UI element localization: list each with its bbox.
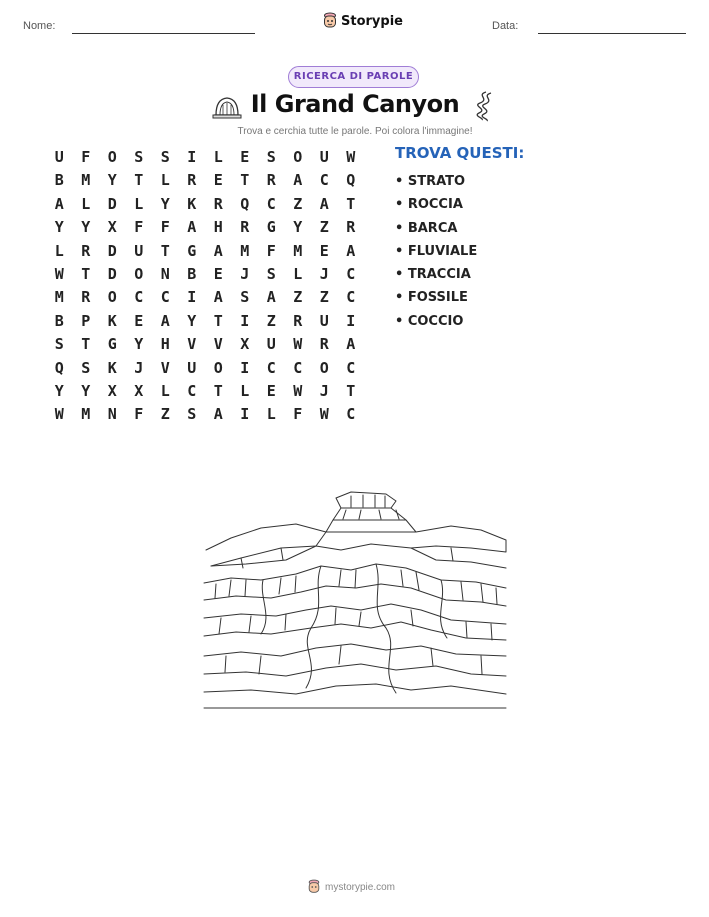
grid-letter[interactable]: F bbox=[134, 218, 144, 237]
grid-letter[interactable]: U bbox=[54, 148, 64, 166]
grid-letter[interactable]: X bbox=[240, 335, 250, 354]
grid-letter[interactable]: U bbox=[134, 241, 144, 260]
grid-letter[interactable]: K bbox=[187, 194, 197, 213]
grid-row bbox=[46, 216, 364, 239]
grid-letter[interactable]: O bbox=[293, 148, 303, 166]
grid-letter[interactable]: A bbox=[213, 405, 223, 424]
grid-letter[interactable]: A bbox=[266, 288, 276, 307]
word-list-item: • FLUVIALE bbox=[395, 243, 478, 259]
grid-letter[interactable]: Q bbox=[54, 358, 64, 377]
grid-letter[interactable]: U bbox=[266, 335, 276, 354]
grid-letter[interactable]: C bbox=[346, 358, 356, 377]
grid-letter[interactable]: C bbox=[346, 264, 356, 283]
grid-letter[interactable]: A bbox=[346, 241, 356, 260]
footer-url[interactable]: mystorypie.com bbox=[325, 881, 396, 893]
grid-letter[interactable]: G bbox=[187, 241, 197, 260]
grid-letter[interactable]: L bbox=[240, 381, 250, 400]
grid-letter[interactable]: Z bbox=[319, 288, 329, 307]
grid-letter[interactable]: Z bbox=[293, 288, 303, 307]
grid-row bbox=[46, 333, 364, 356]
grid-letter[interactable]: D bbox=[107, 241, 117, 260]
grid-letter[interactable]: L bbox=[293, 264, 303, 283]
date-label: Data: bbox=[492, 20, 519, 32]
grid-letter[interactable]: Q bbox=[346, 171, 356, 190]
grid-letter[interactable]: W bbox=[319, 405, 329, 424]
grid-letter[interactable]: A bbox=[54, 194, 64, 213]
activity-badge: RICERCA DI PAROLE bbox=[288, 66, 419, 88]
grid-letter[interactable]: M bbox=[240, 241, 250, 260]
brand-name: Storypie bbox=[341, 13, 403, 29]
grid-letter[interactable]: A bbox=[319, 194, 329, 213]
grid-letter[interactable]: C bbox=[187, 381, 197, 400]
grid-letter[interactable]: I bbox=[187, 288, 197, 307]
grid-letter[interactable]: T bbox=[346, 194, 356, 213]
grid-letter[interactable]: S bbox=[187, 405, 197, 424]
grid-letter[interactable]: S bbox=[240, 288, 250, 307]
grid-letter[interactable]: R bbox=[240, 218, 250, 237]
grid-row bbox=[46, 310, 364, 333]
grid-letter[interactable]: Z bbox=[319, 218, 329, 237]
word-list-item: • BARCA bbox=[395, 220, 458, 236]
grid-letter[interactable]: E bbox=[319, 241, 329, 260]
grid-letter[interactable]: L bbox=[81, 194, 91, 213]
grid-letter[interactable]: R bbox=[213, 194, 223, 213]
grid-letter[interactable]: Y bbox=[54, 381, 64, 400]
grid-letter[interactable]: R bbox=[81, 241, 91, 260]
grid-letter[interactable]: C bbox=[319, 171, 329, 190]
grid-letter[interactable]: T bbox=[213, 381, 223, 400]
word-list-item: • STRATO bbox=[395, 174, 466, 189]
grid-letter[interactable]: A bbox=[187, 218, 197, 237]
grid-row bbox=[46, 146, 364, 169]
grid-letter[interactable]: L bbox=[160, 381, 170, 400]
grid-letter[interactable]: T bbox=[160, 241, 170, 260]
find-list-title: TROVA QUESTI: bbox=[395, 144, 525, 162]
grid-letter[interactable]: L bbox=[266, 405, 276, 424]
grid-letter[interactable]: E bbox=[240, 148, 250, 166]
grid-letter[interactable]: A bbox=[213, 241, 223, 260]
grid-letter[interactable]: J bbox=[319, 264, 329, 283]
grid-letter[interactable]: G bbox=[266, 218, 276, 237]
grid-letter[interactable]: C bbox=[346, 288, 356, 307]
grid-letter[interactable]: B bbox=[54, 311, 64, 330]
grid-letter[interactable]: U bbox=[319, 148, 329, 166]
grid-letter[interactable]: S bbox=[54, 335, 64, 354]
grid-letter[interactable]: F bbox=[134, 405, 144, 424]
grid-letter[interactable]: T bbox=[81, 264, 91, 283]
grid-letter[interactable]: Y bbox=[54, 218, 64, 237]
grid-letter[interactable]: F bbox=[293, 405, 303, 424]
grid-letter[interactable]: H bbox=[213, 218, 223, 237]
grid-letter[interactable]: X bbox=[107, 381, 117, 400]
grid-letter[interactable]: C bbox=[293, 358, 303, 377]
name-line[interactable] bbox=[72, 33, 255, 34]
grid-row bbox=[46, 169, 364, 192]
grid-row bbox=[46, 357, 364, 380]
brand-logo bbox=[322, 12, 403, 30]
word-search-grid bbox=[46, 146, 364, 427]
grid-letter[interactable]: Z bbox=[266, 311, 276, 330]
grid-letter[interactable]: M bbox=[81, 171, 91, 190]
grid-letter[interactable]: Y bbox=[134, 335, 144, 354]
grid-letter[interactable]: J bbox=[319, 381, 329, 400]
grid-letter[interactable]: I bbox=[240, 358, 250, 377]
grid-letter[interactable]: K bbox=[107, 311, 117, 330]
grid-letter[interactable]: T bbox=[240, 171, 250, 190]
grid-letter[interactable]: E bbox=[213, 264, 223, 283]
grid-letter[interactable]: X bbox=[134, 381, 144, 400]
grid-letter[interactable]: Y bbox=[107, 171, 117, 190]
grid-letter[interactable]: O bbox=[319, 358, 329, 377]
grid-letter[interactable]: W bbox=[346, 148, 356, 166]
grid-letter[interactable]: I bbox=[240, 405, 250, 424]
grid-letter[interactable]: A bbox=[160, 311, 170, 330]
grid-letter[interactable]: L bbox=[54, 241, 64, 260]
grid-row bbox=[46, 286, 364, 309]
grid-letter[interactable]: B bbox=[187, 264, 197, 283]
storypie-mascot-icon bbox=[322, 12, 338, 30]
grid-letter[interactable]: R bbox=[293, 311, 303, 330]
grid-letter[interactable]: D bbox=[107, 194, 117, 213]
grid-letter[interactable]: O bbox=[213, 358, 223, 377]
grid-letter[interactable]: Y bbox=[81, 218, 91, 237]
grid-letter[interactable]: T bbox=[81, 335, 91, 354]
grid-letter[interactable]: Y bbox=[81, 381, 91, 400]
grid-letter[interactable]: F bbox=[81, 148, 91, 166]
grid-letter[interactable]: W bbox=[293, 335, 303, 354]
grid-row bbox=[46, 193, 364, 216]
grid-letter[interactable]: M bbox=[293, 241, 303, 260]
grid-letter[interactable]: M bbox=[54, 288, 64, 307]
grid-letter[interactable]: D bbox=[107, 264, 117, 283]
river-icon bbox=[470, 90, 496, 122]
grid-letter[interactable]: H bbox=[160, 335, 170, 354]
grid-letter[interactable]: O bbox=[134, 264, 144, 283]
grid-letter[interactable]: C bbox=[160, 288, 170, 307]
grid-letter[interactable]: E bbox=[134, 311, 144, 330]
word-list bbox=[395, 170, 477, 333]
grid-letter[interactable]: E bbox=[266, 381, 276, 400]
grid-letter[interactable]: J bbox=[134, 358, 144, 377]
grid-letter[interactable]: S bbox=[134, 148, 144, 166]
grid-letter[interactable]: R bbox=[81, 288, 91, 307]
grid-row bbox=[46, 263, 364, 286]
grid-letter[interactable]: W bbox=[54, 264, 64, 283]
page-title: Il Grand Canyon bbox=[250, 90, 460, 118]
grid-letter[interactable]: I bbox=[346, 311, 356, 330]
grid-letter[interactable]: E bbox=[213, 171, 223, 190]
grid-letter[interactable]: A bbox=[213, 288, 223, 307]
grid-letter[interactable]: J bbox=[240, 264, 250, 283]
grid-row bbox=[46, 403, 364, 426]
grid-letter[interactable]: K bbox=[107, 358, 117, 377]
grid-letter[interactable]: Z bbox=[293, 194, 303, 213]
grid-letter[interactable]: F bbox=[266, 241, 276, 260]
grid-letter[interactable]: B bbox=[54, 171, 64, 190]
grid-letter[interactable]: T bbox=[134, 171, 144, 190]
grid-letter[interactable]: R bbox=[319, 335, 329, 354]
grid-letter[interactable]: P bbox=[81, 311, 91, 330]
grid-letter[interactable]: S bbox=[266, 264, 276, 283]
grid-letter[interactable]: W bbox=[293, 381, 303, 400]
grid-letter[interactable]: C bbox=[134, 288, 144, 307]
grid-letter[interactable]: F bbox=[160, 218, 170, 237]
grid-letter[interactable]: A bbox=[346, 335, 356, 354]
grid-row bbox=[46, 240, 364, 263]
grid-letter[interactable]: R bbox=[266, 171, 276, 190]
word-list-item: • ROCCIA bbox=[395, 197, 463, 213]
instructions: Trova e cerchia tutte le parole. Poi colora l'immagine! bbox=[237, 126, 473, 137]
storypie-mascot-icon bbox=[307, 879, 321, 895]
grid-letter[interactable]: C bbox=[266, 358, 276, 377]
grid-letter[interactable]: V bbox=[187, 335, 197, 354]
dome-building-icon bbox=[212, 93, 242, 121]
grid-letter[interactable]: A bbox=[293, 171, 303, 190]
name-label: Nome: bbox=[23, 20, 56, 32]
grid-letter[interactable]: Y bbox=[160, 194, 170, 213]
grid-letter[interactable]: S bbox=[266, 148, 276, 166]
grid-letter[interactable]: S bbox=[160, 148, 170, 166]
grid-letter[interactable]: I bbox=[187, 148, 197, 166]
grid-letter[interactable]: G bbox=[107, 335, 117, 354]
grid-letter[interactable]: C bbox=[266, 194, 276, 213]
grid-letter[interactable]: I bbox=[240, 311, 250, 330]
grid-letter[interactable]: Y bbox=[293, 218, 303, 237]
grid-letter[interactable]: T bbox=[346, 381, 356, 400]
grid-letter[interactable]: W bbox=[54, 405, 64, 424]
grid-letter[interactable]: L bbox=[160, 171, 170, 190]
grid-letter[interactable]: V bbox=[213, 335, 223, 354]
grid-letter[interactable]: O bbox=[107, 148, 117, 166]
grid-letter[interactable]: S bbox=[81, 358, 91, 377]
grid-letter[interactable]: Z bbox=[160, 405, 170, 424]
grid-letter[interactable]: U bbox=[187, 358, 197, 377]
date-line[interactable] bbox=[538, 33, 686, 34]
grid-letter[interactable]: N bbox=[107, 405, 117, 424]
footer bbox=[307, 879, 395, 895]
grid-letter[interactable]: L bbox=[134, 194, 144, 213]
grid-letter[interactable]: M bbox=[81, 405, 91, 424]
grid-letter[interactable]: V bbox=[160, 358, 170, 377]
grid-letter[interactable]: X bbox=[107, 218, 117, 237]
grid-letter[interactable]: C bbox=[346, 405, 356, 424]
word-list-item: • FOSSILE bbox=[395, 290, 468, 306]
grid-letter[interactable]: O bbox=[107, 288, 117, 307]
grid-letter[interactable]: T bbox=[213, 311, 223, 330]
grid-letter[interactable]: Y bbox=[187, 311, 197, 330]
grid-letter[interactable]: U bbox=[319, 311, 329, 330]
word-list-item: • TRACCIA bbox=[395, 267, 471, 283]
grid-letter[interactable]: R bbox=[346, 218, 356, 237]
grid-letter[interactable]: Q bbox=[240, 194, 250, 213]
canyon-illustration[interactable] bbox=[201, 488, 508, 714]
word-list-item: • COCCIO bbox=[395, 313, 464, 329]
grid-row bbox=[46, 380, 364, 403]
grid-letter[interactable]: N bbox=[160, 264, 170, 283]
grid-letter[interactable]: R bbox=[187, 171, 197, 190]
grid-letter[interactable]: L bbox=[213, 148, 223, 166]
